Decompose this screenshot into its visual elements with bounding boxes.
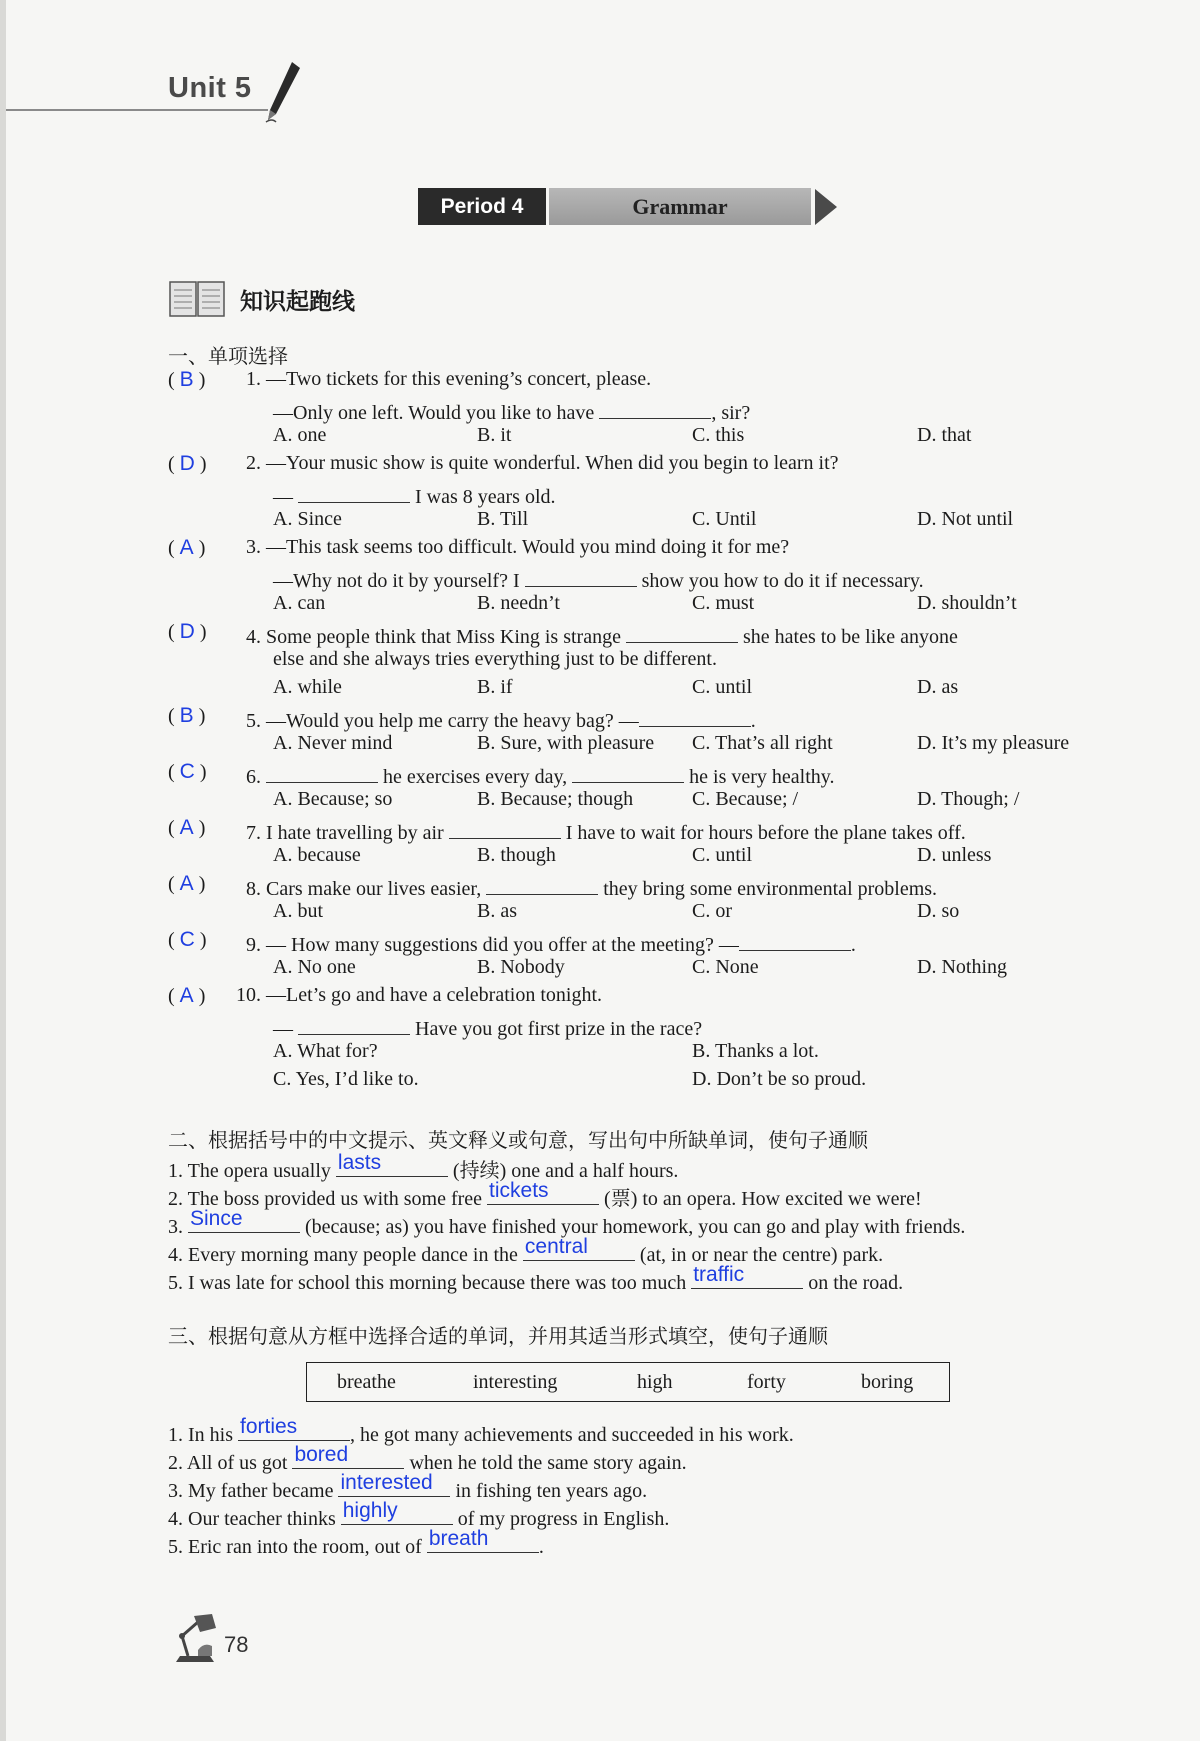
answer-blank[interactable] (691, 1263, 803, 1289)
sentence-text: on the road. (808, 1272, 904, 1294)
option-c: C. until (692, 844, 753, 866)
answer-letter: B (179, 704, 194, 727)
answer-letter: C (179, 928, 195, 951)
sentence-text: (持续) one and a half hours. (452, 1160, 679, 1182)
question-text: — (273, 486, 293, 508)
q2-line1 (246, 452, 839, 475)
part1-title: 一、单项选择 (168, 344, 288, 368)
question-text: — (273, 1018, 293, 1040)
option-a: A. can (273, 592, 326, 614)
option-b: B. Thanks a lot. (692, 1040, 819, 1062)
sentence-text: 1. In his (168, 1424, 233, 1446)
filled-answer: forties (240, 1415, 298, 1438)
question-number: 10. (236, 984, 261, 1006)
option-b: B. needn’t (477, 592, 560, 614)
option-d: D. as (917, 676, 959, 698)
q1-line1 (246, 368, 651, 391)
option-d: D. Don’t be so proud. (692, 1068, 867, 1090)
sentence-text: 3. (168, 1216, 183, 1238)
answer-blank[interactable] (523, 1235, 635, 1261)
sentence-text: 3. My father became (168, 1480, 334, 1502)
option-a: A. one (273, 424, 327, 446)
p3-item-1 (168, 1415, 794, 1447)
p2-item-2 (168, 1179, 922, 1211)
question-text: . (850, 934, 856, 956)
question-number: 3. (246, 536, 261, 558)
section-head (168, 278, 355, 320)
q1-line2 (273, 396, 750, 425)
word-bank-item: boring (861, 1371, 914, 1393)
option-d: D. Nothing (917, 956, 1007, 978)
answer-blank[interactable] (449, 816, 561, 839)
filled-answer: interested (340, 1471, 433, 1494)
answer-blank[interactable] (486, 872, 598, 895)
sentence-text: 5. Eric ran into the room, out of (168, 1536, 422, 1558)
option-b: B. as (477, 900, 517, 922)
question-number: 5. (246, 710, 261, 732)
answer-letter: D (179, 452, 195, 475)
q4-answer: ( D ) (168, 620, 207, 643)
option-c: C. That’s all right (692, 732, 833, 754)
answer-blank[interactable] (427, 1527, 539, 1553)
pen-icon (262, 60, 302, 124)
filled-answer: highly (342, 1499, 398, 1522)
option-d: D. that (917, 424, 972, 446)
question-text: show you how to do it if necessary. (641, 570, 924, 592)
q3-answer: ( A ) (168, 536, 206, 559)
book-icon (168, 278, 226, 320)
q3-line2 (273, 564, 924, 593)
question-text: —Two tickets for this evening’s concert, please. (266, 368, 652, 390)
q1-answer: ( B ) (168, 368, 206, 391)
option-b: B. if (477, 676, 513, 698)
sentence-text: in fishing ten years ago. (455, 1480, 648, 1502)
option-c: C. None (692, 956, 759, 978)
answer-blank[interactable] (336, 1151, 448, 1177)
answer-blank[interactable] (572, 760, 684, 783)
option-a: A. Since (273, 508, 342, 530)
q4-line2: else and she always tries everything just to be different. (273, 648, 717, 670)
unit-underline (6, 109, 268, 111)
p3-item-4 (168, 1499, 670, 1531)
sentence-text: , he got many achievements and succeeded in his work. (350, 1424, 794, 1446)
question-number: 6. (246, 766, 261, 788)
answer-blank[interactable] (487, 1179, 599, 1205)
q9-line1 (246, 928, 856, 957)
q2-line2 (273, 480, 556, 509)
question-text: —Your music show is quite wonderful. When did you begin to learn it? (266, 452, 839, 474)
sentence-text: 2. The boss provided us with some free (168, 1188, 483, 1210)
page-edge (0, 0, 6, 1741)
filled-answer: bored (294, 1443, 349, 1466)
p2-item-5 (168, 1263, 904, 1295)
answer-letter: D (179, 620, 195, 643)
q8-line1 (246, 872, 937, 901)
option-a: A. Never mind (273, 732, 393, 754)
answer-blank[interactable] (238, 1415, 350, 1441)
answer-letter: A (179, 984, 194, 1007)
question-text: I was 8 years old. (415, 486, 556, 508)
q7-answer: ( A ) (168, 816, 206, 839)
filled-answer: breath (428, 1527, 489, 1550)
question-number: 8. (246, 878, 261, 900)
answer-letter: C (179, 760, 195, 783)
option-c: C. or (692, 900, 732, 922)
section-title: 知识起跑线 (240, 288, 355, 315)
filled-answer: traffic (693, 1263, 745, 1286)
question-text: he exercises every day, (383, 766, 568, 788)
question-text: I have to wait for hours before the plane takes off. (565, 822, 966, 844)
word-bank-item: high (637, 1371, 673, 1393)
question-text: , sir? (711, 402, 751, 424)
question-text: —Why not do it by yourself? I (273, 570, 520, 592)
q6-answer: ( C ) (168, 760, 207, 783)
option-c: C. Until (692, 508, 757, 530)
filled-answer: Since (190, 1207, 243, 1230)
question-text: —Only one left. Would you like to have (273, 402, 595, 424)
option-d: D. shouldn’t (917, 592, 1017, 614)
option-d: D. Though; / (917, 788, 1020, 810)
answer-blank[interactable] (298, 480, 410, 503)
answer-letter: A (179, 536, 194, 559)
option-c: C. this (692, 424, 745, 446)
q10-answer: ( A ) (168, 984, 206, 1007)
option-d: D. so (917, 900, 960, 922)
answer-blank[interactable] (599, 396, 711, 419)
question-text: Some people think that Miss King is strange (266, 626, 621, 648)
banner-arrow-icon (815, 189, 837, 225)
option-b: B. Till (477, 508, 529, 530)
option-a: A. No one (273, 956, 356, 978)
question-text: Cars make our lives easier, (266, 878, 482, 900)
sentence-text: (at, in or near the centre) park. (639, 1244, 884, 1266)
sentence-text: . (538, 1536, 544, 1558)
option-a: A. Because; so (273, 788, 393, 810)
answer-letter: A (179, 872, 194, 895)
option-d: D. unless (917, 844, 992, 866)
answer-blank[interactable] (292, 1443, 404, 1469)
answer-blank[interactable] (626, 620, 738, 643)
part3-title: 三、根据句意从方框中选择合适的单词，并用其适当形式填空，使句子通顺 (168, 1324, 828, 1348)
answer-blank[interactable] (525, 564, 637, 587)
option-b: B. Sure, with pleasure (477, 732, 655, 754)
question-text: — How many suggestions did you offer at the meeting? — (266, 934, 739, 956)
sentence-text: 4. Our teacher thinks (168, 1508, 336, 1530)
filled-answer: tickets (489, 1179, 549, 1202)
filled-answer: central (524, 1235, 588, 1258)
question-text: —This task seems too difficult. Would you mind doing it for me? (266, 536, 790, 558)
period-label: Period 4 (418, 188, 546, 225)
topic-label: Grammar (549, 188, 811, 225)
p2-item-1 (168, 1151, 679, 1183)
p3-item-3 (168, 1471, 648, 1503)
q4-line1 (246, 620, 958, 649)
option-d: D. It’s my pleasure (917, 732, 1070, 754)
option-a: A. What for? (273, 1040, 378, 1062)
answer-letter: A (179, 816, 194, 839)
question-number: 2. (246, 452, 261, 474)
sentence-text: (票) to an opera. How excited we were! (604, 1188, 922, 1210)
desk-lamp-icon (168, 1610, 222, 1666)
question-number: 1. (246, 368, 261, 390)
option-a: A. because (273, 844, 361, 866)
option-a: A. but (273, 900, 323, 922)
option-a: A. while (273, 676, 342, 698)
answer-blank[interactable] (639, 704, 751, 727)
sentence-text: 5. I was late for school this morning because there was too much (168, 1272, 687, 1294)
word-bank-item: interesting (473, 1371, 558, 1393)
option-b: B. it (477, 424, 512, 446)
question-number: 4. (246, 626, 261, 648)
q3-line1 (246, 536, 789, 559)
sentence-text: when he told the same story again. (409, 1452, 687, 1474)
q10-line2 (273, 1012, 702, 1041)
filled-answer: lasts (337, 1151, 382, 1174)
unit-title: Unit 5 (168, 72, 252, 104)
answer-blank[interactable] (266, 760, 378, 783)
q2-answer: ( D ) (168, 452, 207, 475)
question-text: they bring some environmental problems. (603, 878, 938, 900)
question-text: . (750, 710, 756, 732)
sentence-text: 4. Every morning many people dance in the (168, 1244, 518, 1266)
q7-line1 (246, 816, 966, 845)
option-c: C. must (692, 592, 755, 614)
q5-line1 (246, 704, 756, 733)
q10-line1 (236, 984, 602, 1007)
sentence-text: 2. All of us got (168, 1452, 288, 1474)
question-text: —Let’s go and have a celebration tonight. (266, 984, 603, 1006)
question-text: I hate travelling by air (266, 822, 444, 844)
option-c: C. until (692, 676, 753, 698)
question-number: 7. (246, 822, 261, 844)
sentence-text: (because; as) you have finished your homework, you can go and play with friends. (305, 1216, 966, 1238)
question-number: 9. (246, 934, 261, 956)
answer-blank[interactable] (298, 1012, 410, 1035)
p3-item-5 (168, 1527, 544, 1559)
answer-blank[interactable] (739, 928, 851, 951)
p2-item-4 (168, 1235, 884, 1267)
option-c: C. Yes, I’d like to. (273, 1068, 419, 1090)
word-bank-item: breathe (337, 1371, 396, 1393)
option-b: B. Because; though (477, 788, 634, 810)
answer-blank[interactable] (188, 1207, 300, 1233)
page-number: 78 (224, 1632, 249, 1657)
sentence-text: of my progress in English. (457, 1508, 670, 1530)
word-bank-item: forty (747, 1371, 786, 1393)
question-text: —Would you help me carry the heavy bag? — (266, 710, 639, 732)
option-c: C. Because; / (692, 788, 799, 810)
q6-line1 (246, 760, 835, 789)
question-text: he is very healthy. (689, 766, 835, 788)
q9-answer: ( C ) (168, 928, 207, 951)
option-b: B. Nobody (477, 956, 565, 978)
answer-blank[interactable] (341, 1499, 453, 1525)
word-bank (306, 1362, 950, 1402)
question-text: Have you got first prize in the race? (415, 1018, 703, 1040)
option-b: B. though (477, 844, 556, 866)
part2-title: 二、根据括号中的中文提示、英文释义或句意，写出句中所缺单词，使句子通顺 (168, 1128, 868, 1152)
answer-blank[interactable] (338, 1471, 450, 1497)
answer-letter: B (179, 368, 194, 391)
question-text: she hates to be like anyone (742, 626, 958, 648)
period-banner (418, 188, 837, 225)
q5-answer: ( B ) (168, 704, 206, 727)
option-d: D. Not until (917, 508, 1014, 530)
sentence-text: 1. The opera usually (168, 1160, 331, 1182)
q8-answer: ( A ) (168, 872, 206, 895)
